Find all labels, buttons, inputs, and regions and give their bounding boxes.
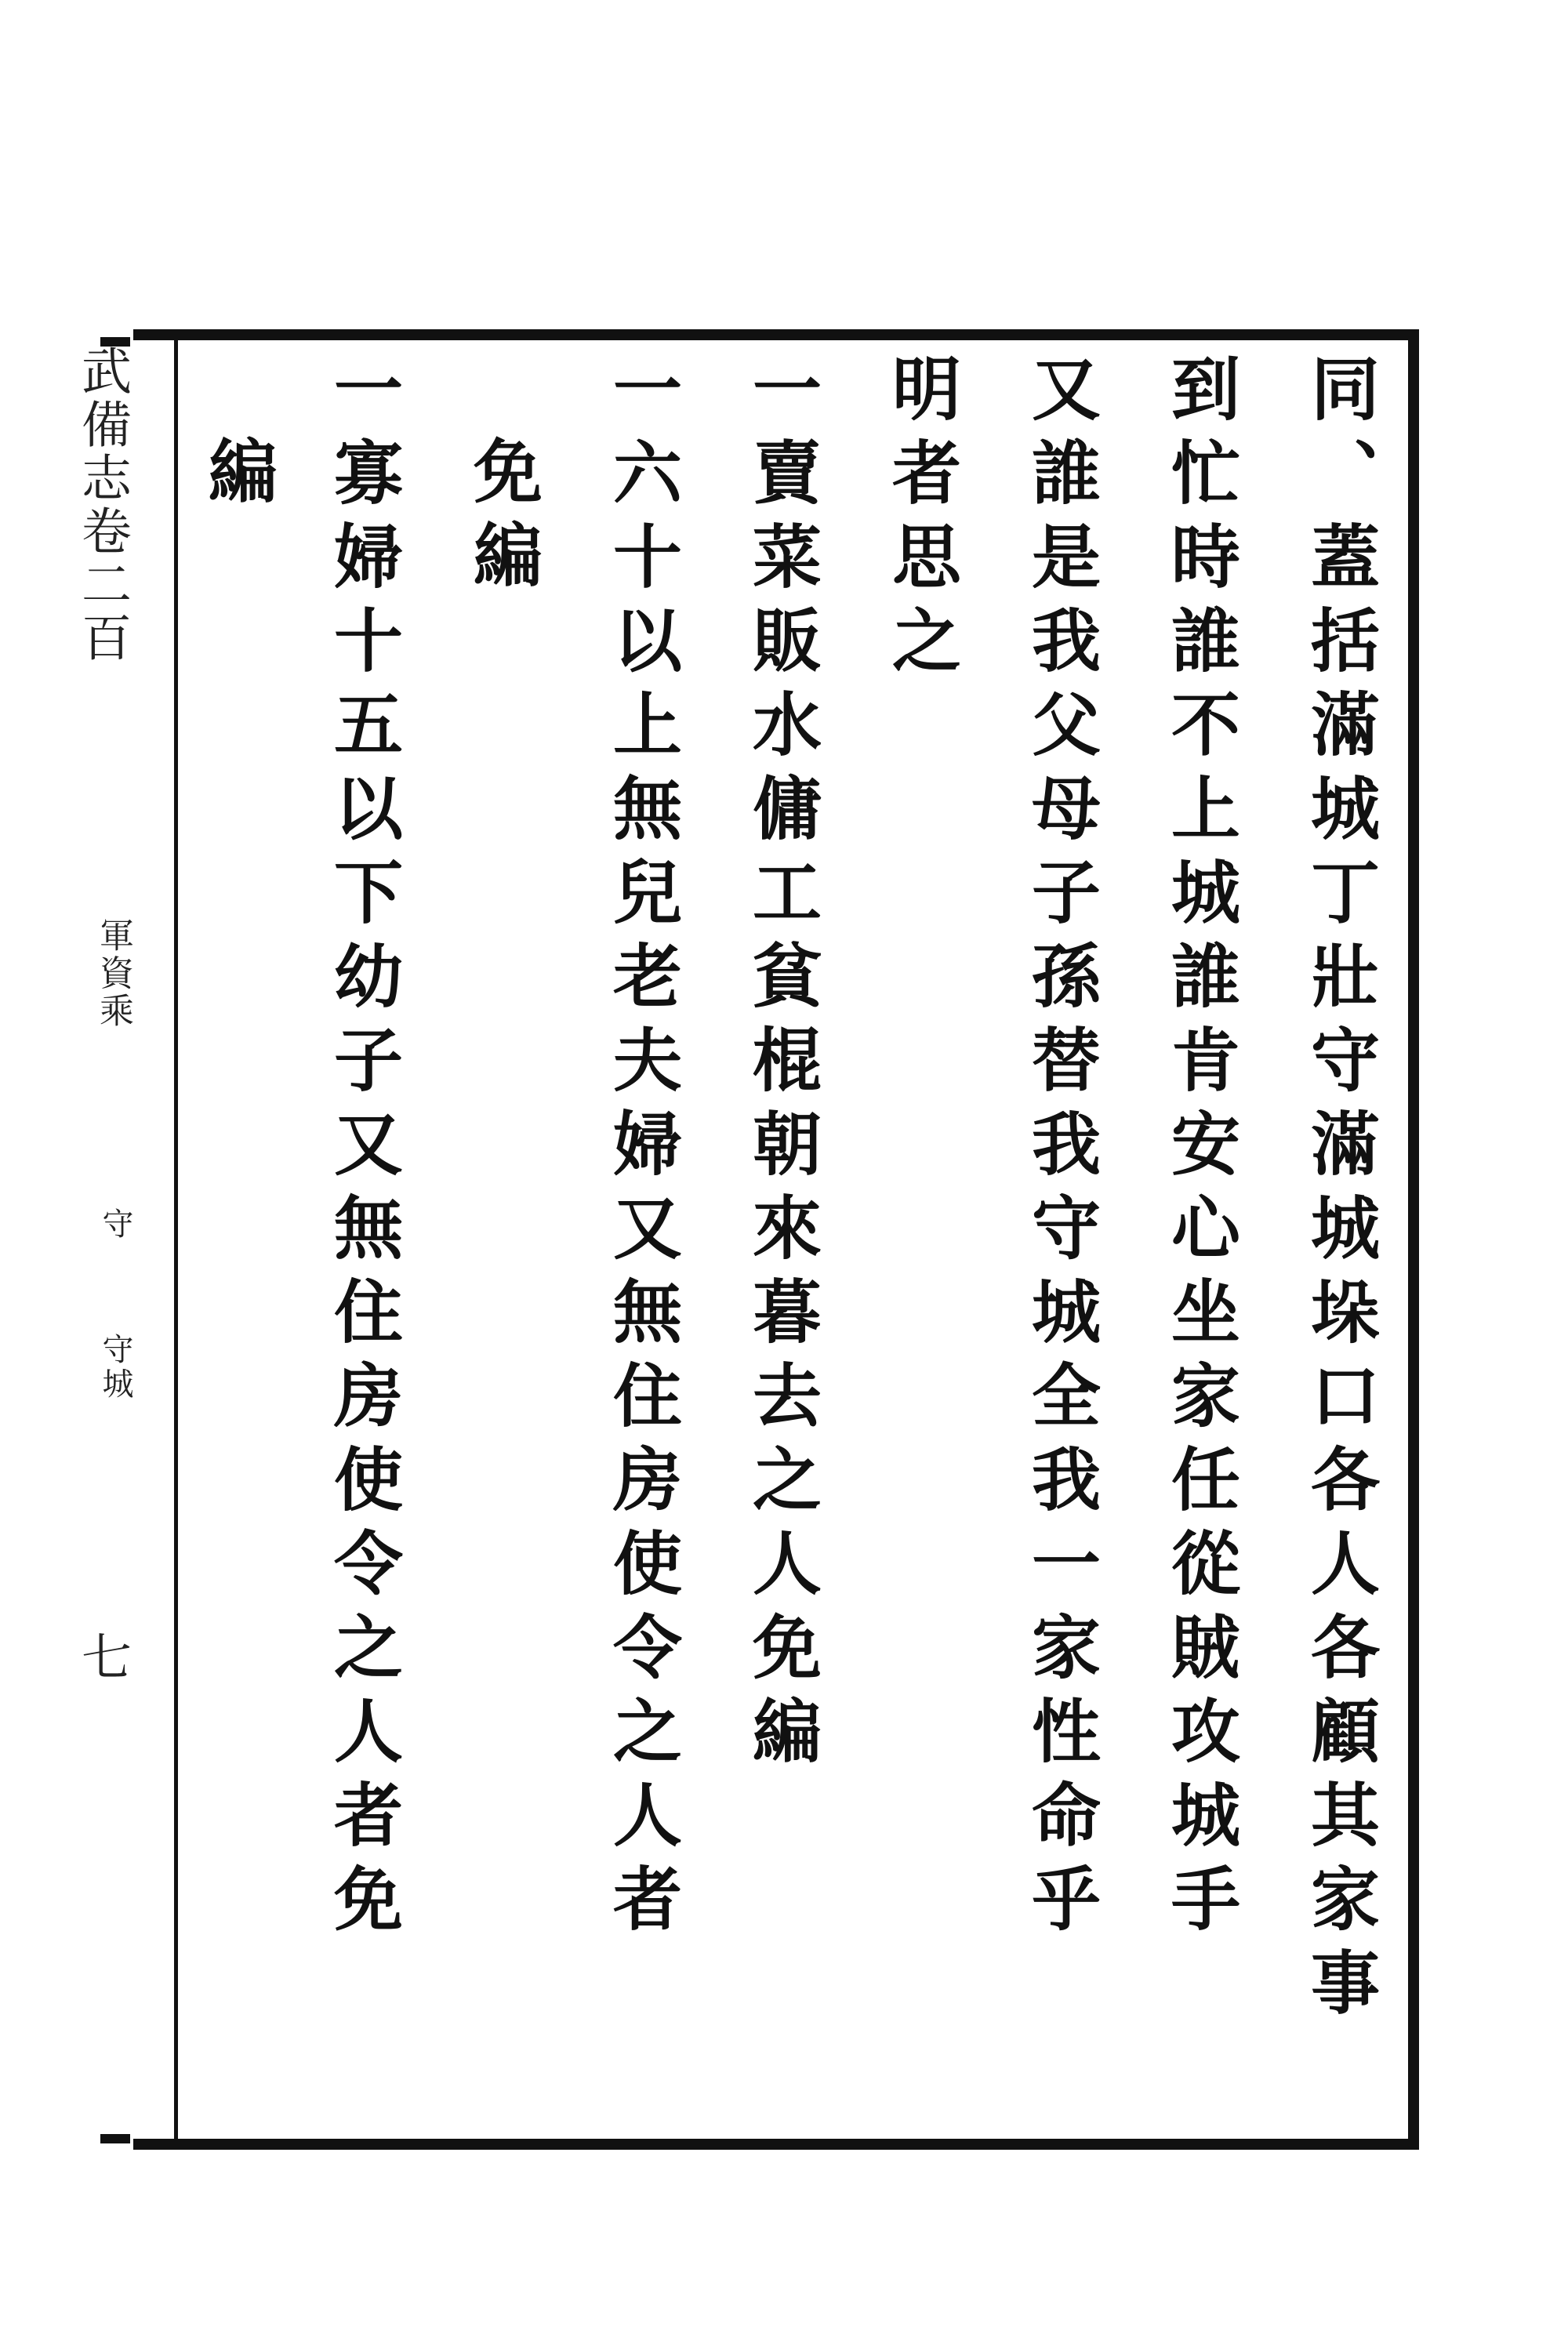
text-column-1: 同、蓋括滿城丁壯守滿城垛口各人各顧其家事 bbox=[1300, 353, 1381, 2031]
text-column-3: 又誰是我父母子孫替我守城全我一家性命乎 bbox=[1021, 353, 1102, 1947]
text-column-8: 一寡婦十五以下幼子又無住房使令之人者免 bbox=[323, 353, 405, 1947]
margin-subsection-label: 守 bbox=[97, 1207, 133, 1242]
frame-bottom-rule bbox=[133, 2139, 1419, 2150]
margin-bottom-mark bbox=[100, 2134, 130, 2143]
margin-book-title: 武備志卷二百 bbox=[73, 345, 131, 665]
text-column-6: 一六十以上無兒老夫婦又無住房使令之人者 bbox=[602, 353, 684, 1947]
margin-subsection-label-2: 守城 bbox=[97, 1333, 133, 1402]
text-column-5: 一賣菜販水傭工貧棍朝來暮去之人免編 bbox=[742, 353, 823, 1779]
text-column-7: 免編 bbox=[463, 435, 544, 603]
text-column-2: 到忙時誰不上城誰肯安心坐家任從賊攻城手 bbox=[1160, 353, 1242, 1947]
text-column-9: 編 bbox=[198, 435, 279, 519]
frame-right-rule bbox=[1408, 329, 1419, 2150]
text-column-4: 明者思之 bbox=[881, 353, 963, 688]
folio-number: 七 bbox=[73, 1631, 131, 1684]
frame-left-rule bbox=[174, 340, 178, 2139]
margin-section-label: 軍資乘 bbox=[93, 917, 133, 1030]
frame-top-rule bbox=[133, 329, 1419, 340]
